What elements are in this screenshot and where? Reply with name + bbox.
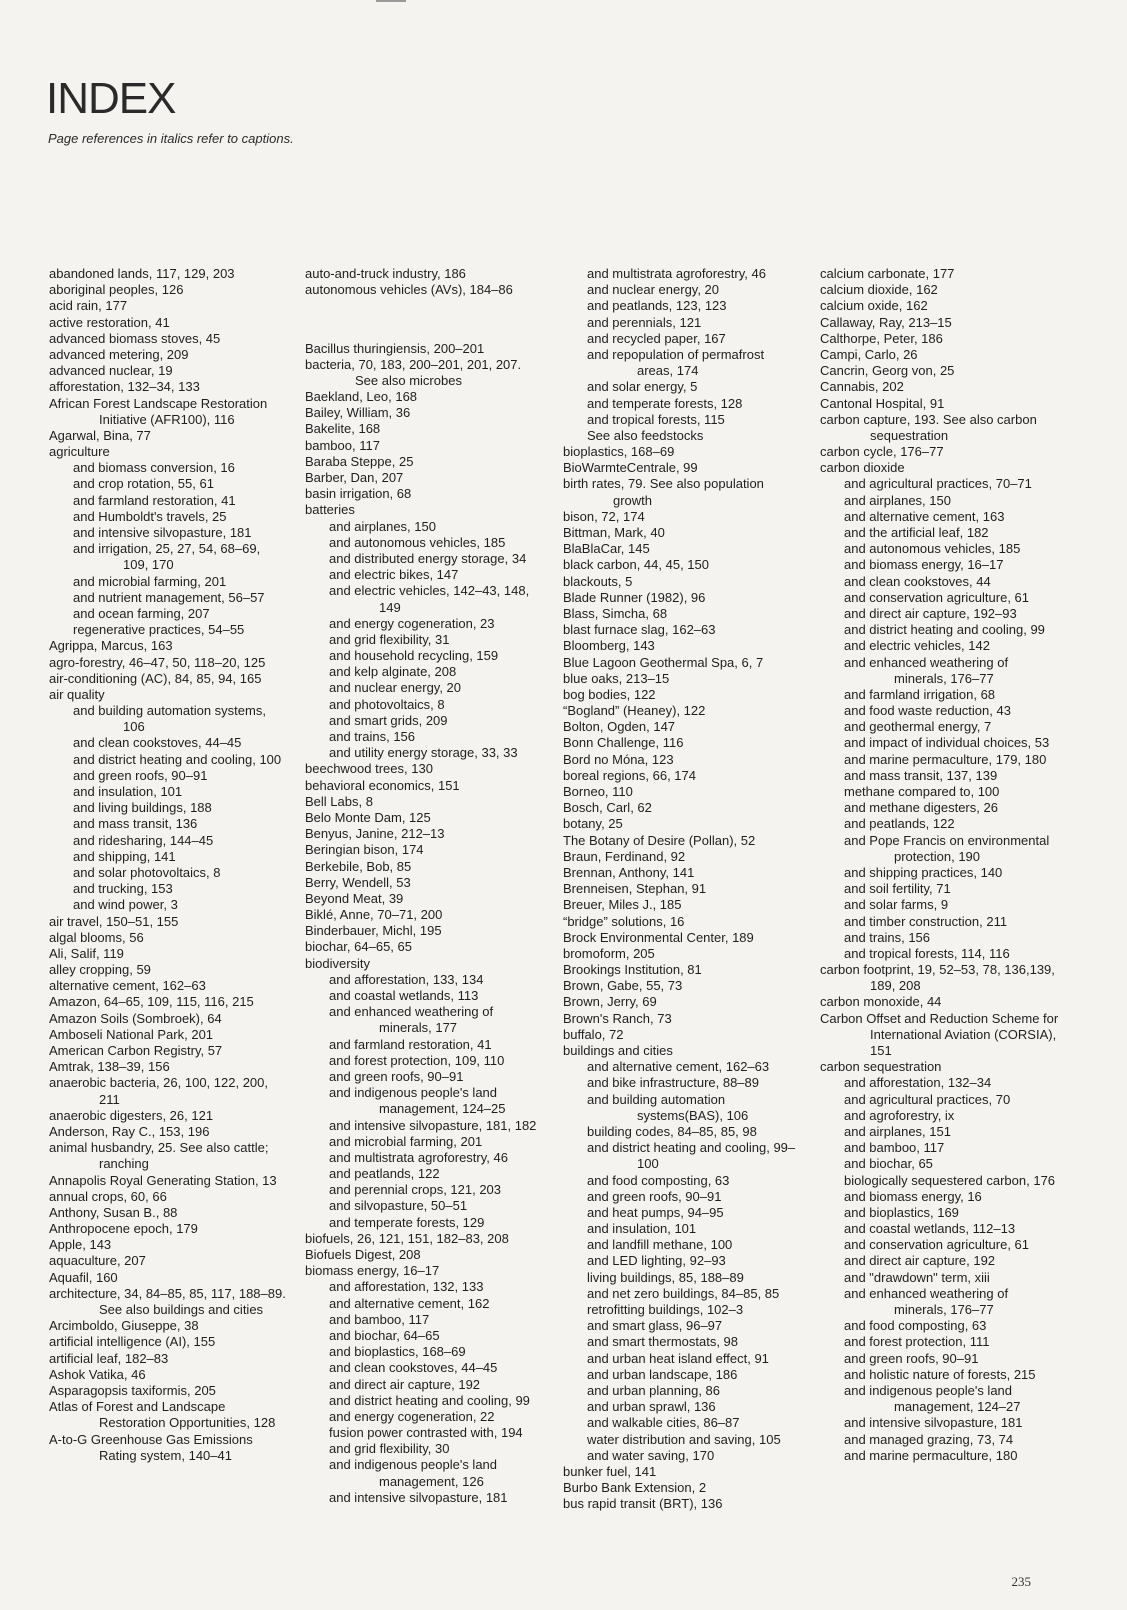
top-edge-mark	[376, 0, 406, 2]
index-subentry: and insulation, 101	[587, 1221, 697, 1237]
index-subentry: water distribution and saving, 105	[587, 1431, 781, 1447]
index-entry: bison, 72, 174	[563, 508, 645, 524]
index-entry: Bailey, William, 36	[305, 405, 411, 421]
index-subentry: and afforestation, 132, 133	[329, 1279, 484, 1295]
index-entry: BlaBlaCar, 145	[563, 541, 650, 557]
index-entry: behavioral economics, 151	[305, 777, 460, 793]
index-subentry: and autonomous vehicles, 185	[329, 534, 506, 550]
index-entry: Amazon, 64–65, 109, 115, 116, 215	[49, 994, 254, 1010]
index-entry: Bell Labs, 8	[305, 793, 373, 809]
index-entry: annual crops, 60, 66	[49, 1188, 167, 1204]
index-subentry: and intensive silvopasture, 181, 182	[329, 1117, 537, 1133]
index-subentry: fusion power contrasted with, 194	[329, 1425, 523, 1441]
index-subentry: and solar photovoltaics, 8	[73, 864, 221, 880]
index-subentry: and perennials, 121	[587, 314, 702, 330]
index-subentry: and mass transit, 137, 139	[844, 767, 998, 783]
index-subentry: and geothermal energy, 7	[844, 719, 992, 735]
index-entry: Brookings Institution, 81	[563, 962, 702, 978]
index-entry: Campi, Carlo, 26	[820, 346, 918, 362]
index-subentry: and conservation agriculture, 61	[844, 1237, 1030, 1253]
index-entry: Aquafil, 160	[49, 1269, 118, 1285]
index-subentry: and direct air capture, 192	[844, 1253, 996, 1269]
index-subentry: and holistic nature of forests, 215	[844, 1366, 1036, 1382]
index-entry: biofuels, 26, 121, 151, 182–83, 208	[305, 1230, 509, 1246]
index-entry: Berkebile, Bob, 85	[305, 858, 412, 874]
index-entry: blue oaks, 213–15	[563, 670, 670, 686]
index-subentry: and farmland restoration, 41	[329, 1036, 492, 1052]
index-column-4	[820, 266, 1060, 1464]
index-entry: architecture, 34, 84–85, 85, 117, 188–89. See also buildings and cities	[49, 1285, 286, 1317]
index-subentry: and temperate forests, 129	[329, 1214, 485, 1230]
index-subentry: and agroforestry, ix	[844, 1107, 955, 1123]
index-entry: biomass energy, 16–17	[305, 1263, 440, 1279]
page-number: 235	[1011, 1574, 1031, 1589]
index-entry: Anthony, Susan B., 88	[49, 1204, 178, 1220]
index-entry: auto-and-truck industry, 186	[305, 266, 466, 281]
index-entry: batteries	[305, 502, 355, 518]
index-entry: Callaway, Ray, 213–15	[820, 314, 952, 330]
index-subentry: and intensive silvopasture, 181	[844, 1415, 1023, 1431]
index-subentry: and forest protection, 111	[844, 1334, 990, 1350]
index-entry: Bloomberg, 143	[563, 638, 655, 654]
index-subentry: and energy cogeneration, 23	[329, 615, 495, 631]
index-entry: agriculture	[49, 444, 110, 460]
index-subentry: and tropical forests, 114, 116	[844, 945, 1010, 961]
index-subentry: and living buildings, 188	[73, 800, 212, 816]
index-subentry: and tropical forests, 115	[587, 411, 725, 427]
index-entry: bunker fuel, 141	[563, 1463, 657, 1479]
index-entry: Bakelite, 168	[305, 421, 381, 437]
index-entry: birth rates, 79. See also population growth	[563, 476, 764, 508]
index-entry: anaerobic digesters, 26, 121	[49, 1107, 214, 1123]
index-entry: artificial leaf, 182–83	[49, 1350, 169, 1366]
index-subentry: and kelp alginate, 208	[329, 664, 457, 680]
index-subentry: and insulation, 101	[73, 784, 183, 799]
index-subentry: and methane digesters, 26	[844, 800, 998, 816]
index-entry: autonomous vehicles (AVs), 184–86	[305, 282, 513, 298]
index-entry: Bonn Challenge, 116	[563, 735, 684, 751]
index-entry: Blade Runner (1982), 96	[563, 589, 706, 605]
index-subentry: and solar energy, 5	[587, 379, 698, 395]
index-entry: Asparagopsis taxiformis, 205	[49, 1382, 216, 1398]
index-subentry: and conservation agriculture, 61	[844, 589, 1030, 605]
index-subentry: and agricultural practices, 70	[844, 1091, 1011, 1107]
index-subentry: and multistrata agroforestry, 46	[329, 1149, 508, 1165]
index-subentry: and electric vehicles, 142	[844, 638, 990, 654]
index-subentry: and managed grazing, 73, 74	[844, 1431, 1014, 1447]
index-subentry: building codes, 84–85, 85, 98	[587, 1123, 757, 1139]
index-subentry: regenerative practices, 54–55	[73, 622, 245, 638]
index-subentry: and biomass conversion, 16	[73, 460, 235, 476]
index-entry: algal blooms, 56	[49, 929, 144, 945]
index-subentry: and enhanced weathering of minerals, 176–77	[844, 654, 1009, 686]
index-subentry: and intensive silvopasture, 181	[329, 1489, 508, 1505]
index-entry: bus rapid transit (BRT), 136	[563, 1496, 723, 1512]
index-entry: Baekland, Leo, 168	[305, 389, 418, 405]
index-entry: calcium oxide, 162	[820, 298, 928, 314]
index-entry: Cannabis, 202	[820, 379, 904, 395]
index-subentry: and electric bikes, 147	[329, 567, 459, 583]
index-subentry: and grid flexibility, 30	[329, 1441, 450, 1457]
index-subentry: and district heating and cooling, 100	[73, 751, 282, 767]
index-column-1	[49, 266, 289, 1464]
index-entry: beechwood trees, 130	[305, 761, 433, 777]
index-entry: Amboseli National Park, 201	[49, 1026, 214, 1042]
index-subentry: and green roofs, 90–91	[587, 1188, 722, 1204]
index-entry: boreal regions, 66, 174	[563, 767, 696, 783]
index-entry: Ashok Vatika, 46	[49, 1366, 146, 1382]
index-subentry: and nutrient management, 56–57	[73, 589, 265, 605]
index-subentry: and green roofs, 90–91	[329, 1068, 464, 1084]
index-subentry: and coastal wetlands, 112–13	[844, 1221, 1016, 1237]
index-entry: Bosch, Carl, 62	[563, 800, 652, 816]
index-entry: blast furnace slag, 162–63	[563, 622, 716, 638]
index-subentry: and alternative cement, 163	[844, 508, 1005, 524]
index-subentry: and clean cookstoves, 44	[844, 573, 991, 589]
index-subentry: and alternative cement, 162	[329, 1295, 490, 1311]
index-entry: agro-forestry, 46–47, 50, 118–20, 125	[49, 654, 266, 670]
index-subentry: and bioplastics, 168–69	[329, 1344, 466, 1360]
index-entry: Annapolis Royal Generating Station, 13	[49, 1172, 277, 1188]
index-subentry: and landfill methane, 100	[587, 1237, 733, 1253]
index-entry: abandoned lands, 117, 129, 203	[49, 266, 235, 281]
index-entry: Barber, Dan, 207	[305, 470, 404, 486]
index-subentry: and smart grids, 209	[329, 712, 448, 728]
index-subentry: living buildings, 85, 188–89	[587, 1269, 744, 1285]
index-entry: carbon sequestration	[820, 1059, 942, 1075]
index-subentry: and heat pumps, 94–95	[587, 1204, 724, 1220]
index-subentry: and Pope Francis on environmental protection, 190	[844, 832, 1050, 864]
index-subentry: and bioplastics, 169	[844, 1204, 959, 1220]
index-entry: calcium dioxide, 162	[820, 282, 938, 298]
index-subentry: and net zero buildings, 84–85, 85	[587, 1285, 780, 1301]
index-entry: biochar, 64–65, 65	[305, 939, 412, 955]
index-subentry: See also feedstocks	[587, 427, 704, 443]
index-entry: anaerobic bacteria, 26, 100, 122, 200, 211	[49, 1075, 268, 1107]
index-subentry: and clean cookstoves, 44–45	[329, 1360, 498, 1376]
index-subentry: and bamboo, 117	[844, 1140, 945, 1156]
index-entry: calcium carbonate, 177	[820, 266, 955, 281]
index-entry: Amtrak, 138–39, 156	[49, 1059, 170, 1075]
index-subentry: and direct air capture, 192–93	[844, 605, 1017, 621]
index-subentry: and urban sprawl, 136	[587, 1399, 716, 1415]
index-entry: Anthropocene epoch, 179	[49, 1221, 198, 1237]
index-subentry: and enhanced weathering of minerals, 176–77	[844, 1285, 1009, 1317]
index-entry: Apple, 143	[49, 1237, 112, 1253]
index-subentry: and nuclear energy, 20	[587, 282, 720, 298]
index-entry: Beringian bison, 174	[305, 842, 424, 858]
index-subentry: and indigenous people's land management, 124–25	[329, 1085, 506, 1117]
index-subentry: and shipping, 141	[73, 848, 176, 864]
index-subentry: and electric vehicles, 142–43, 148, 149	[329, 583, 530, 615]
index-subentry: and nuclear energy, 20	[329, 680, 462, 696]
index-subentry: and household recycling, 159	[329, 648, 499, 664]
index-subentry: and crop rotation, 55, 61	[73, 476, 214, 492]
index-entry: Bittman, Mark, 40	[563, 525, 665, 540]
index-subentry: and impact of individual choices, 53	[844, 735, 1050, 751]
index-entry: bromoform, 205	[563, 945, 655, 961]
index-entry: Amazon Soils (Sombroek), 64	[49, 1010, 222, 1026]
index-subentry: and grid flexibility, 31	[329, 631, 450, 647]
index-entry: Biklé, Anne, 70–71, 200	[305, 907, 443, 923]
index-subentry: and utility energy storage, 33, 33	[329, 745, 518, 761]
index-entry: carbon footprint, 19, 52–53, 78, 136,139, 189, 208	[820, 962, 1055, 994]
index-subentry: and afforestation, 133, 134	[329, 971, 484, 987]
index-subentry: and indigenous people's land management, 124–27	[844, 1382, 1021, 1415]
index-entry: bog bodies, 122	[563, 686, 656, 702]
index-subentry: methane compared to, 100	[844, 784, 1000, 799]
index-subentry: and farmland irrigation, 68	[844, 686, 996, 702]
index-subentry: and urban planning, 86	[587, 1382, 721, 1398]
index-subentry: and food composting, 63	[587, 1172, 730, 1188]
index-entry: Braun, Ferdinand, 92	[563, 848, 686, 864]
index-entry: carbon cycle, 176–77	[820, 444, 944, 460]
index-entry: botany, 25	[563, 816, 623, 832]
index-subentry: and ridesharing, 144–45	[73, 832, 214, 848]
index-entry: alley cropping, 59	[49, 962, 151, 978]
index-entry: Cantonal Hospital, 91	[820, 395, 945, 411]
index-entry: advanced metering, 209	[49, 346, 189, 362]
index-entry: Brown's Ranch, 73	[563, 1010, 672, 1026]
index-subentry: and green roofs, 90–91	[73, 767, 208, 783]
index-entry: Carbon Offset and Reduction Scheme for International Aviation (CORSIA), 151	[820, 1010, 1059, 1058]
index-entry: biodiversity	[305, 955, 371, 971]
index-subentry: and intensive silvopasture, 181	[73, 525, 252, 540]
index-entry: Binderbauer, Michl, 195	[305, 923, 442, 939]
index-entry: Blass, Simcha, 68	[563, 605, 668, 621]
index-entry: acid rain, 177	[49, 298, 128, 314]
index-subentry: and trucking, 153	[73, 881, 173, 897]
index-subentry: and indigenous people's land management, 126	[329, 1457, 498, 1489]
index-subentry: and building automation systems, 106	[73, 703, 266, 735]
index-entry: Agrippa, Marcus, 163	[49, 638, 173, 654]
index-entry: Brenneisen, Stephan, 91	[563, 881, 707, 897]
index-entry: artificial intelligence (AI), 155	[49, 1334, 216, 1350]
index-entry: Breuer, Miles J., 185	[563, 897, 682, 913]
index-entry: Blue Lagoon Geothermal Spa, 6, 7	[563, 654, 764, 670]
index-entry: aquaculture, 207	[49, 1253, 146, 1269]
index-subentry: and smart glass, 96–97	[587, 1318, 723, 1334]
index-subentry: and farmland restoration, 41	[73, 492, 236, 508]
index-subentry: and district heating and cooling, 99	[329, 1392, 530, 1408]
index-subentry: and LED lighting, 92–93	[587, 1253, 726, 1269]
index-subentry: and airplanes, 150	[844, 492, 951, 508]
index-subentry: and peatlands, 122	[844, 816, 955, 832]
index-entry: Baraba Steppe, 25	[305, 453, 414, 469]
index-subentry: and bike infrastructure, 88–89	[587, 1075, 759, 1091]
index-entry: air travel, 150–51, 155	[49, 913, 179, 929]
index-subentry: and "drawdown" term, xiii	[844, 1269, 990, 1285]
index-entry: black carbon, 44, 45, 150	[563, 557, 709, 573]
index-entry: alternative cement, 162–63	[49, 978, 206, 994]
index-entry: Belo Monte Dam, 125	[305, 809, 431, 825]
index-subentry: and Humboldt's travels, 25	[73, 508, 227, 524]
index-subentry: and alternative cement, 162–63	[587, 1059, 770, 1075]
index-subentry: and food composting, 63	[844, 1318, 987, 1334]
index-entry: Bacillus thuringiensis, 200–201	[305, 340, 485, 356]
index-entry: Berry, Wendell, 53	[305, 874, 411, 890]
index-subentry: and repopulation of permafrost areas, 174	[587, 346, 765, 379]
index-entry: buildings and cities	[563, 1043, 673, 1058]
index-entry: Burbo Bank Extension, 2	[563, 1480, 707, 1496]
index-subentry: and shipping practices, 140	[844, 864, 1003, 880]
index-subentry: and marine permaculture, 179, 180	[844, 751, 1047, 767]
index-subentry: and solar farms, 9	[844, 897, 949, 913]
index-subentry: and wind power, 3	[73, 897, 178, 913]
index-subentry: and biochar, 64–65	[329, 1327, 440, 1343]
index-entry: air quality	[49, 686, 105, 702]
index-subentry: and recycled paper, 167	[587, 330, 726, 346]
index-entry: Benyus, Janine, 212–13	[305, 826, 445, 842]
index-subentry: and agricultural practices, 70–71	[844, 476, 1032, 492]
index-column-2	[305, 266, 545, 1506]
index-subentry: and airplanes, 150	[329, 518, 436, 534]
index-entry: Arcimboldo, Giuseppe, 38	[49, 1318, 199, 1334]
index-entry: advanced biomass stoves, 45	[49, 330, 221, 346]
index-entry: Anderson, Ray C., 153, 196	[49, 1123, 210, 1139]
index-subentry: and biochar, 65	[844, 1156, 933, 1172]
index-entry: Biofuels Digest, 208	[305, 1247, 421, 1263]
index-entry: Borneo, 110	[563, 784, 633, 799]
index-subentry: and biomass energy, 16	[844, 1188, 982, 1204]
index-subentry: and smart thermostats, 98	[587, 1334, 739, 1350]
index-entry: Brennan, Anthony, 141	[563, 864, 695, 880]
index-subentry: and enhanced weathering of minerals, 177	[329, 1004, 494, 1036]
index-subentry: and coastal wetlands, 113	[329, 988, 479, 1004]
index-entry: active restoration, 41	[49, 314, 170, 330]
index-subentry: and trains, 156	[844, 929, 931, 945]
index-entry: Brown, Jerry, 69	[563, 994, 657, 1010]
index-subentry: and forest protection, 109, 110	[329, 1052, 505, 1068]
index-entry: advanced nuclear, 19	[49, 363, 173, 379]
index-entry: carbon capture, 193. See also carbon sequestration	[820, 411, 1037, 443]
index-subentry: and peatlands, 123, 123	[587, 298, 727, 314]
index-subentry: biologically sequestered carbon, 176	[844, 1172, 1056, 1188]
index-subentry: and trains, 156	[329, 729, 416, 745]
index-spacer	[305, 311, 545, 327]
index-subentry: and autonomous vehicles, 185	[844, 541, 1021, 557]
index-subentry: and energy cogeneration, 22	[329, 1408, 495, 1424]
index-subentry: and direct air capture, 192	[329, 1376, 481, 1392]
index-subentry: and clean cookstoves, 44–45	[73, 735, 242, 751]
index-subentry: and walkable cities, 86–87	[587, 1415, 740, 1431]
index-entry: Brown, Gabe, 55, 73	[563, 978, 683, 994]
index-subentry: and afforestation, 132–34	[844, 1075, 992, 1091]
index-subentry: and biomass energy, 16–17	[844, 557, 1004, 573]
index-subentry: and mass transit, 136	[73, 816, 198, 832]
index-entry: blackouts, 5	[563, 573, 633, 589]
index-entry: American Carbon Registry, 57	[49, 1043, 223, 1058]
index-subentry: and bamboo, 117	[329, 1311, 430, 1327]
index-subentry: and photovoltaics, 8	[329, 696, 445, 712]
index-subentry: and marine permaculture, 180	[844, 1447, 1018, 1463]
index-entry: Brock Environmental Center, 189	[563, 929, 754, 945]
index-entry: A-to-G Greenhouse Gas Emissions Rating system, 140–41	[49, 1431, 253, 1463]
index-entry: Agarwal, Bina, 77	[49, 427, 151, 443]
index-entry: African Forest Landscape Restoration Initiative (AFR100), 116	[49, 395, 268, 427]
index-entry: BioWarmteCentrale, 99	[563, 460, 698, 476]
index-subentry: and building automation systems(BAS), 106	[587, 1091, 749, 1123]
index-subentry: and the artificial leaf, 182	[844, 525, 989, 540]
index-subentry: and perennial crops, 121, 203	[329, 1182, 502, 1198]
index-column-3	[563, 266, 803, 1512]
index-subentry: and silvopasture, 50–51	[329, 1198, 468, 1214]
index-entry: Bolton, Ogden, 147	[563, 719, 676, 735]
index-subentry: and urban heat island effect, 91	[587, 1350, 769, 1366]
index-entry: buffalo, 72	[563, 1026, 624, 1042]
index-entry: carbon monoxide, 44	[820, 994, 942, 1010]
index-entry: Calthorpe, Peter, 186	[820, 330, 943, 346]
index-entry: “Bogland” (Heaney), 122	[563, 703, 706, 719]
index-entry: Cancrin, Georg von, 25	[820, 363, 955, 379]
index-entry: bamboo, 117	[305, 437, 380, 453]
index-subentry: and food waste reduction, 43	[844, 703, 1011, 719]
index-entry: bioplastics, 168–69	[563, 444, 675, 460]
index-subentry: and ocean farming, 207	[73, 605, 210, 621]
index-subentry: retrofitting buildings, 102–3	[587, 1302, 744, 1317]
index-subentry: and district heating and cooling, 99–100	[587, 1140, 796, 1172]
index-entry: basin irrigation, 68	[305, 486, 412, 502]
index-entry: Atlas of Forest and Landscape Restoration Opportunities, 128	[49, 1399, 276, 1431]
index-subentry: and microbial farming, 201	[329, 1133, 483, 1149]
index-entry: aboriginal peoples, 126	[49, 282, 184, 298]
index-subentry: and urban landscape, 186	[587, 1366, 738, 1382]
index-subentry: and green roofs, 90–91	[844, 1350, 979, 1366]
index-subentry: and water saving, 170	[587, 1447, 715, 1463]
index-subentry: and distributed energy storage, 34	[329, 550, 527, 566]
index-entry: Beyond Meat, 39	[305, 890, 404, 906]
index-subentry: and temperate forests, 128	[587, 395, 743, 411]
index-entry: animal husbandry, 25. See also cattle; ranching	[49, 1140, 269, 1172]
index-subentry: and timber construction, 211	[844, 913, 1008, 929]
index-entry: bacteria, 70, 183, 200–201, 201, 207. See also microbes	[305, 356, 522, 388]
page-subtitle: Page references in italics refer to captions.	[48, 131, 294, 146]
index-entry: Ali, Salif, 119	[49, 945, 124, 961]
index-subentry: and district heating and cooling, 99	[844, 622, 1045, 638]
index-entry: afforestation, 132–34, 133	[49, 379, 200, 395]
index-entry: “bridge” solutions, 16	[563, 913, 685, 929]
index-subentry: and airplanes, 151	[844, 1123, 951, 1139]
index-entry: The Botany of Desire (Pollan), 52	[563, 832, 756, 848]
index-subentry: and irrigation, 25, 27, 54, 68–69, 109, 170	[73, 541, 261, 573]
page-title: INDEX	[46, 74, 176, 123]
index-entry: air-conditioning (AC), 84, 85, 94, 165	[49, 670, 262, 686]
index-subentry: and microbial farming, 201	[73, 573, 227, 589]
index-entry: Bord no Móna, 123	[563, 751, 674, 767]
index-subentry: and peatlands, 122	[329, 1166, 440, 1182]
index-entry: carbon dioxide	[820, 460, 905, 476]
index-subentry: and multistrata agroforestry, 46	[587, 266, 766, 281]
index-subentry: and soil fertility, 71	[844, 881, 951, 897]
